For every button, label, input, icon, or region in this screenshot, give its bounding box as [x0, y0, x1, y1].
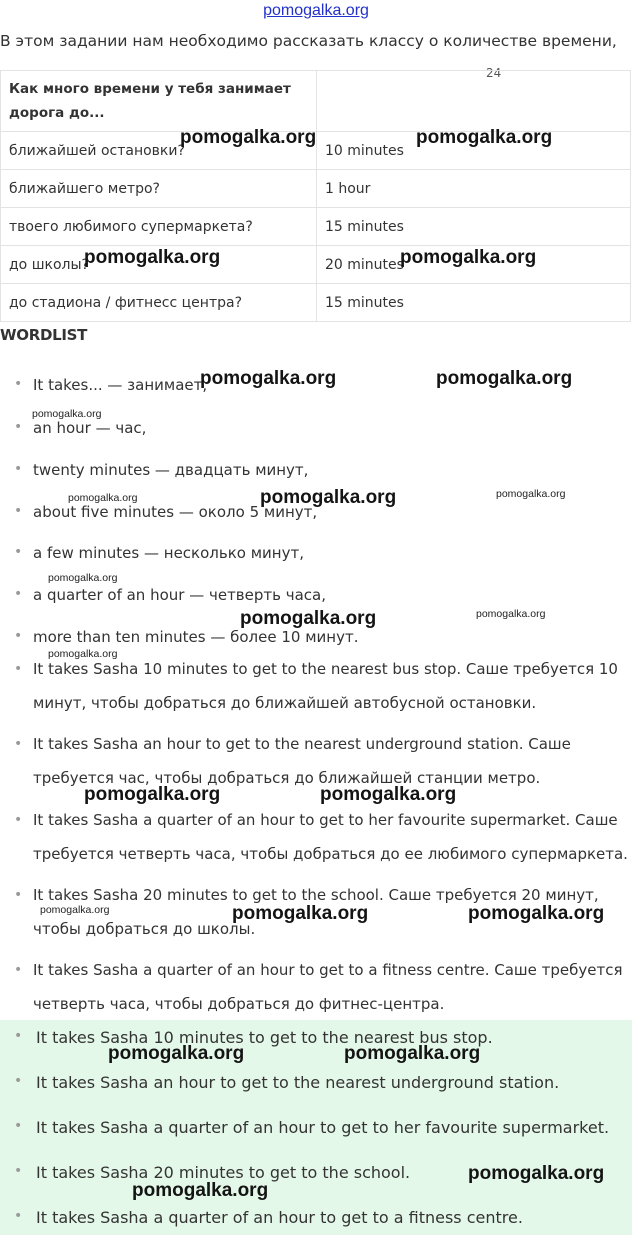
watermark: pomogalka.org: [48, 648, 118, 660]
bullet: •: [14, 1073, 23, 1089]
bullet: •: [14, 736, 23, 752]
watermark: pomogalka.org: [320, 784, 457, 805]
watermark: pomogalka.org: [108, 1043, 245, 1064]
wordlist-item: about five minutes — около 5 минут,: [33, 503, 318, 521]
watermark: pomogalka.org: [240, 608, 377, 629]
wordlist-item: an hour — час,: [33, 419, 147, 437]
bullet: •: [14, 419, 23, 435]
table-cell-time: 20 minutes: [317, 246, 631, 284]
table-cell-place: ближайшего метро?: [1, 170, 317, 208]
watermark: pomogalka.org: [132, 1180, 269, 1201]
bullet: •: [14, 887, 23, 903]
table-cell-time: 10 minutes: [317, 132, 631, 170]
wordlist-item: a few minutes — несколько минут,: [33, 544, 304, 562]
bullet: •: [14, 661, 23, 677]
sentence: It takes Sasha a quarter of an hour to get to her favourite supermarket. Саше требуется четверть часа, чтобы добраться до ее любимого супермаркета.: [33, 811, 628, 863]
watermark: pomogalka.org: [84, 784, 221, 805]
table-cell-place: до стадиона / фитнесс центра?: [1, 284, 317, 322]
bullet: •: [14, 962, 23, 978]
final-sentence: It takes Sasha 10 minutes to get to the nearest bus stop.: [36, 1028, 493, 1047]
bullet: •: [14, 376, 23, 392]
sentence: It takes Sasha an hour to get to the nearest underground station. Саше требуется час, чтобы добраться до ближайшей станции метро.: [33, 735, 571, 787]
wordlist-item: It takes... — занимает,: [33, 376, 208, 394]
final-sentence: It takes Sasha a quarter of an hour to get to a fitness centre.: [36, 1208, 523, 1227]
watermark: pomogalka.org: [416, 127, 553, 148]
table-cell-place: твоего любимого супермаркета?: [1, 208, 317, 246]
final-sentence: It takes Sasha 20 minutes to get to the school.: [36, 1163, 411, 1182]
table-header-cell: [317, 71, 631, 132]
intro-text: В этом задании нам необходимо рассказать классу о количестве времени,: [0, 32, 617, 50]
table-cell-place: ближайшей остановки?: [1, 132, 317, 170]
watermark: pomogalka.org: [436, 368, 573, 389]
watermark: pomogalka.org: [32, 408, 102, 420]
table-cell-time: 15 minutes: [317, 284, 631, 322]
intro-tail: 24: [486, 66, 502, 80]
watermark: pomogalka.org: [232, 903, 369, 924]
sentence: It takes Sasha 10 minutes to get to the nearest bus stop. Саше требуется 10 минут, чтобы добраться до ближайшей автобусной остановки.: [33, 660, 618, 712]
bullet: •: [14, 1163, 23, 1179]
table-header-cell: Как много времени у тебя занимает дорога до...: [1, 71, 317, 132]
wordlist-item: twenty minutes — двадцать минут,: [33, 461, 309, 479]
watermark: pomogalka.org: [48, 572, 118, 584]
table-row: [1, 284, 631, 322]
watermark: pomogalka.org: [496, 488, 566, 500]
table-cell-time: 1 hour: [317, 170, 631, 208]
time-table: [0, 70, 631, 322]
table-header-row: [1, 71, 631, 132]
bullet: •: [14, 812, 23, 828]
watermark: pomogalka.org: [468, 903, 605, 924]
wordlist-item: more than ten minutes — более 10 минут.: [33, 628, 359, 646]
watermark: pomogalka.org: [200, 368, 337, 389]
bullet: •: [14, 1208, 23, 1224]
watermark: pomogalka.org: [476, 608, 546, 620]
table-cell-place: до школы?: [1, 246, 317, 284]
table-row: [1, 170, 631, 208]
sentence: It takes Sasha 20 minutes to get to the school. Саше требуется 20 минут, чтобы добраться до школы.: [33, 886, 599, 938]
bullet: •: [14, 586, 23, 602]
site-link[interactable]: pomogalka.org: [263, 2, 369, 19]
watermark: pomogalka.org: [344, 1043, 481, 1064]
sentence: It takes Sasha a quarter of an hour to get to a fitness centre. Саше требуется четверть часа, чтобы добраться до фитнес-центра.: [33, 961, 623, 1013]
final-sentence: It takes Sasha a quarter of an hour to get to her favourite supermarket.: [36, 1118, 610, 1137]
wordlist-title: WORDLIST: [0, 326, 88, 344]
bullet: •: [14, 1118, 23, 1134]
watermark: pomogalka.org: [68, 492, 138, 504]
table-cell-time: 15 minutes: [317, 208, 631, 246]
watermark: pomogalka.org: [180, 127, 317, 148]
watermark: pomogalka.org: [84, 247, 221, 268]
watermark: pomogalka.org: [40, 904, 110, 916]
watermark: pomogalka.org: [400, 247, 537, 268]
bullet: •: [14, 628, 23, 644]
bullet: •: [14, 503, 23, 519]
bullet: •: [14, 461, 23, 477]
watermark: pomogalka.org: [468, 1163, 605, 1184]
bullet: •: [14, 1028, 23, 1044]
table-row: [1, 208, 631, 246]
wordlist-item: a quarter of an hour — четверть часа,: [33, 586, 327, 604]
final-sentence: It takes Sasha an hour to get to the nearest underground station.: [36, 1073, 560, 1092]
bullet: •: [14, 544, 23, 560]
watermark: pomogalka.org: [260, 487, 397, 508]
